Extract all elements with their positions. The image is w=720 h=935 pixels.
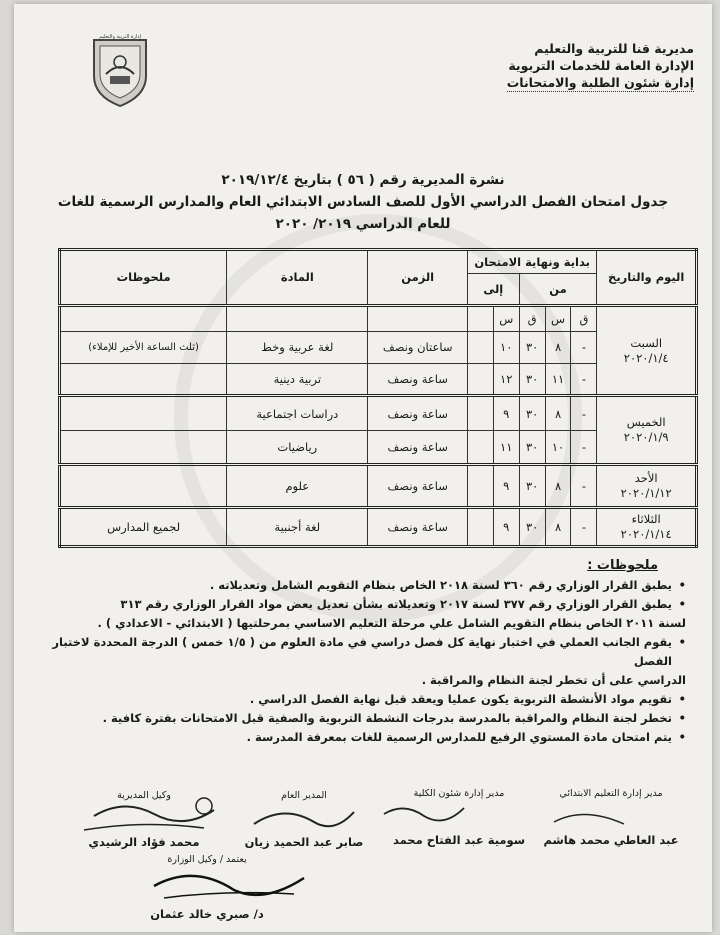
from-minute: - xyxy=(571,396,597,430)
table-row xyxy=(60,465,697,508)
day-date: ٢٠٢٠/١/٤ xyxy=(623,350,669,365)
note-cell: لجميع المدارس xyxy=(60,508,227,547)
note-cell: (ثلث الساعة الأخير للإملاء) xyxy=(60,331,227,363)
duration-cell: ساعة ونصف xyxy=(368,430,468,464)
academic-year: للعام الدراسي ٢٠١٩/ ٢٠٢٠ xyxy=(275,216,451,232)
duration-cell: ساعة ونصف xyxy=(368,508,468,547)
header-duration: الزمن xyxy=(368,250,468,306)
subject-cell: لغة أجنبية xyxy=(227,508,368,547)
signature-role: المدير العام xyxy=(281,790,327,801)
header-to: إلى xyxy=(467,273,519,305)
header-notes: ملحوظات xyxy=(60,250,227,306)
unit-empty xyxy=(467,430,493,464)
table-row xyxy=(60,508,697,547)
header-student-affairs: إدارة شئون الطلبة والامتحانات xyxy=(506,75,694,90)
duration-cell: ساعتان ونصف xyxy=(368,331,468,363)
list-item: • يقوم الجانب العملي في اختبار نهاية كل فصل دراسي في مادة العلوم من ( ١/٥ خمس ) الدرجة المحددة لاختبار الفصل xyxy=(26,633,686,671)
duration-cell xyxy=(368,305,468,331)
from-minute: - xyxy=(571,331,597,363)
list-item: الدراسي على أن تخطر لجنة النظام والمراقبة . xyxy=(421,673,686,687)
day-date: ٢٠٢٠/١/١٢ xyxy=(620,486,672,501)
from-hour: ١٠ xyxy=(545,430,571,464)
bulletin-title: نشرة المديرية رقم ( ٥٦ ) بتاريخ ٢٠١٩/١٢/٤ xyxy=(221,172,505,188)
list-item: • تقويم مواد الأنشطة التربوية يكون عمليا ويعقد قبل نهاية الفصل الدراسي . xyxy=(26,690,686,709)
list-item: • يتم امتحان مادة المستوي الرفيع للمدارس الرسمية للغات بمعرفة المدرسة . xyxy=(26,728,686,747)
unit-empty xyxy=(467,508,493,547)
directorate-header xyxy=(474,40,694,92)
subject-cell xyxy=(227,305,368,331)
document-titles xyxy=(14,172,712,232)
to-minute: ٣٠ xyxy=(519,430,545,464)
to-hour: ١١ xyxy=(493,430,519,464)
from-hour: ١١ xyxy=(545,364,571,396)
day-date: ٢٠٢٠/١/٩ xyxy=(623,430,669,445)
day-date: ٢٠٢٠/١/١٤ xyxy=(620,527,672,542)
notes-list xyxy=(26,576,686,747)
to-minute: ٣٠ xyxy=(519,465,545,508)
subject-cell: تربية دينية xyxy=(227,364,368,396)
day-name: الخميس xyxy=(626,415,666,430)
from-hour: ٨ xyxy=(545,508,571,547)
unit-s: س xyxy=(493,305,519,331)
to-minute: ٣٠ xyxy=(519,364,545,396)
unit-q: ق xyxy=(519,305,545,331)
logo-text: إدارة التربية والتعليم xyxy=(99,34,141,40)
from-hour: ٨ xyxy=(545,331,571,363)
header-directorate: مديرية قنا للتربية والتعليم xyxy=(534,41,694,56)
duration-cell: ساعة ونصف xyxy=(368,396,468,430)
from-minute: - xyxy=(571,508,597,547)
from-minute: - xyxy=(571,465,597,508)
header-from: من xyxy=(519,273,597,305)
subject-cell: دراسات اجتماعية xyxy=(227,396,368,430)
duration-cell: ساعة ونصف xyxy=(368,364,468,396)
to-minute: ٣٠ xyxy=(519,508,545,547)
header-range: بداية ونهاية الامتحان xyxy=(467,250,596,274)
table-row xyxy=(60,396,697,430)
subject-cell: لغة عربية وخط xyxy=(227,331,368,363)
table-header-row xyxy=(60,250,697,274)
signature-role: مدير إدارة شئون الكلية xyxy=(413,788,505,799)
signature-role: مدير إدارة التعليم الابتدائي xyxy=(559,788,663,799)
to-hour: ٩ xyxy=(493,396,519,430)
subject-cell: علوم xyxy=(227,465,368,508)
day-cell xyxy=(597,465,697,508)
day-name: السبت xyxy=(630,335,663,350)
list-item: • تخطر لجنة النظام والمراقبة بالمدرسة بدرجات النشطة التربوية والصفية قبل الامتحانات بفترة كافية . xyxy=(26,709,686,728)
signature-role: وكيل المديرية xyxy=(117,790,171,801)
from-minute: - xyxy=(571,364,597,396)
signature-name: سومية عبد الفتاح محمد xyxy=(392,833,526,847)
signature-name: صابر عبد الحميد زيان xyxy=(244,835,364,849)
unit-empty xyxy=(467,465,493,508)
to-hour: ١٠ xyxy=(493,331,519,363)
document-page xyxy=(14,4,712,932)
unit-empty xyxy=(467,305,493,331)
note-cell xyxy=(60,305,227,331)
note-cell xyxy=(60,430,227,464)
list-item: لسنة ٢٠١١ الخاص بنظام التقويم الشامل علي مرحلة التعليم الاساسي بمرحلتيها ( الابتدائي - الاعدادي ) . xyxy=(97,616,686,630)
day-name: الثلاثاء xyxy=(631,512,661,527)
table-units-row xyxy=(60,305,697,331)
from-minute: - xyxy=(571,430,597,464)
signature-name: محمد فؤاد الرشيدي xyxy=(88,835,200,849)
header-subject: المادة xyxy=(227,250,368,306)
unit-empty xyxy=(467,364,493,396)
notes-title: ملحوظات : xyxy=(587,558,658,573)
list-item: • يطبق القرار الوزاري رقم ٣٦٠ لسنة ٢٠١٨ الخاص بنظام التقويم الشامل وتعديلاته . xyxy=(26,576,686,595)
duration-cell: ساعة ونصف xyxy=(368,465,468,508)
to-minute: ٣٠ xyxy=(519,396,545,430)
to-hour: ٩ xyxy=(493,465,519,508)
signature-name: د/ صبري خالد عثمان xyxy=(150,907,264,921)
unit-empty xyxy=(467,396,493,430)
to-minute: ٣٠ xyxy=(519,331,545,363)
note-cell xyxy=(60,364,227,396)
subject-cell: رياضيات xyxy=(227,430,368,464)
to-hour: ٩ xyxy=(493,508,519,547)
unit-empty xyxy=(467,331,493,363)
unit-s: س xyxy=(545,305,571,331)
header-day: اليوم والتاريخ xyxy=(597,250,697,306)
day-cell xyxy=(597,305,697,395)
schedule-title: جدول امتحان الفصل الدراسي الأول للصف السادس الابتدائي العام والمدارس الرسمية للغات xyxy=(57,194,669,210)
from-hour: ٨ xyxy=(545,396,571,430)
note-cell xyxy=(60,396,227,430)
to-hour: ١٢ xyxy=(493,364,519,396)
handwritten-signatures-icon xyxy=(54,794,654,924)
list-item: • يطبق القرار الوزاري رقم ٣٧٧ لسنة ٢٠١٧ وتعديلاته بشأن تعديل بعض مواد القرار الوزاري رقم ٣١٣ xyxy=(26,595,686,614)
exam-schedule-table xyxy=(58,248,698,548)
note-cell xyxy=(60,465,227,508)
signature-role: يعتمد / وكيل الوزارة xyxy=(167,854,247,865)
day-cell xyxy=(597,508,697,547)
day-cell xyxy=(597,396,697,465)
signature-name: عبد العاطي محمد هاشم xyxy=(543,833,679,847)
ministry-logo-icon xyxy=(88,30,152,110)
from-hour: ٨ xyxy=(545,465,571,508)
day-name: الأحد xyxy=(634,471,658,486)
header-general-admin: الإدارة العامة للخدمات التربوية xyxy=(508,58,694,73)
unit-q: ق xyxy=(571,305,597,331)
